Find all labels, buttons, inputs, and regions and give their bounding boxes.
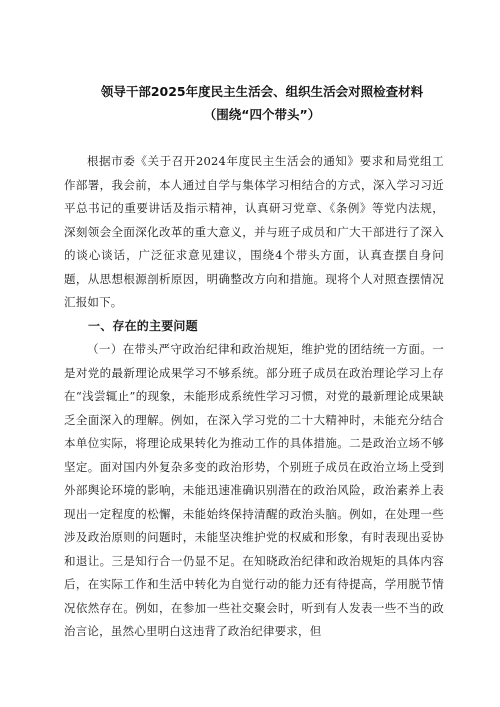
section-paragraph: （一）在带头严守政治纪律和政治规矩，维护党的团结统一方面。一是对党的最新理论成果学习不够系统。部分班子成员在政治理论学习上存在“浅尝辄止”的现象，未能形成系统性学习习惯，对党的最新理论成果缺乏全面深入的理解。例如，在深入学习党的二十大精神时，未能充分结合本单位实际，将理论成果转化为推动工作的具体措施。二是政治立场不够坚定。面对国内外复杂多变的政治形势，个别班子成员在政治立场上受到外部舆论环境的影响，未能迅速准确识别潜在的政治风险，政治素养上表现出一定程度的松懈，未能始终保持清醒的政治头脑。例如，在处理一些涉及政治原则的问题时，未能坚决维护党的权威和形象，有时表现出妥协和退让。三是知行合一仍显不足。在知晓政治纪律和政治规矩的具体内容后，在实际工作和生活中转化为自觉行动的能力还有待提高，学用脱节情况依然存在。例如，在参加一些社交聚会时，听到有人发表一些不当的政治言论，虽然心里明白这违背了政治纪律要求，但 <box>64 342 444 638</box>
intro-paragraph: 根据市委《关于召开2024年度民主生活会的通知》要求和局党组工作部署，我会前，本人通过自学与集体学习相结合的方式，深入学习习近平总书记的重要讲话及指示精神，认真研习党章、《条例》等党内法规，深刻领会全面深化改革的重大意义，并与班子成员和广大干部进行了深入的谈心谈话，广泛征求意见建议，围绕4个带头方面，认真查摆自身问题，从思想根源剖析原因，明确整改方向和措施。现将个人对照查摆情况汇报如下。 <box>64 154 444 309</box>
document-title: 领导干部2025年度民主生活会、组织生活会对照检查材料（围绕“四个带头”） <box>100 84 424 122</box>
section-heading-problems: 一、存在的主要问题 <box>88 318 198 333</box>
document-body <box>64 150 444 644</box>
